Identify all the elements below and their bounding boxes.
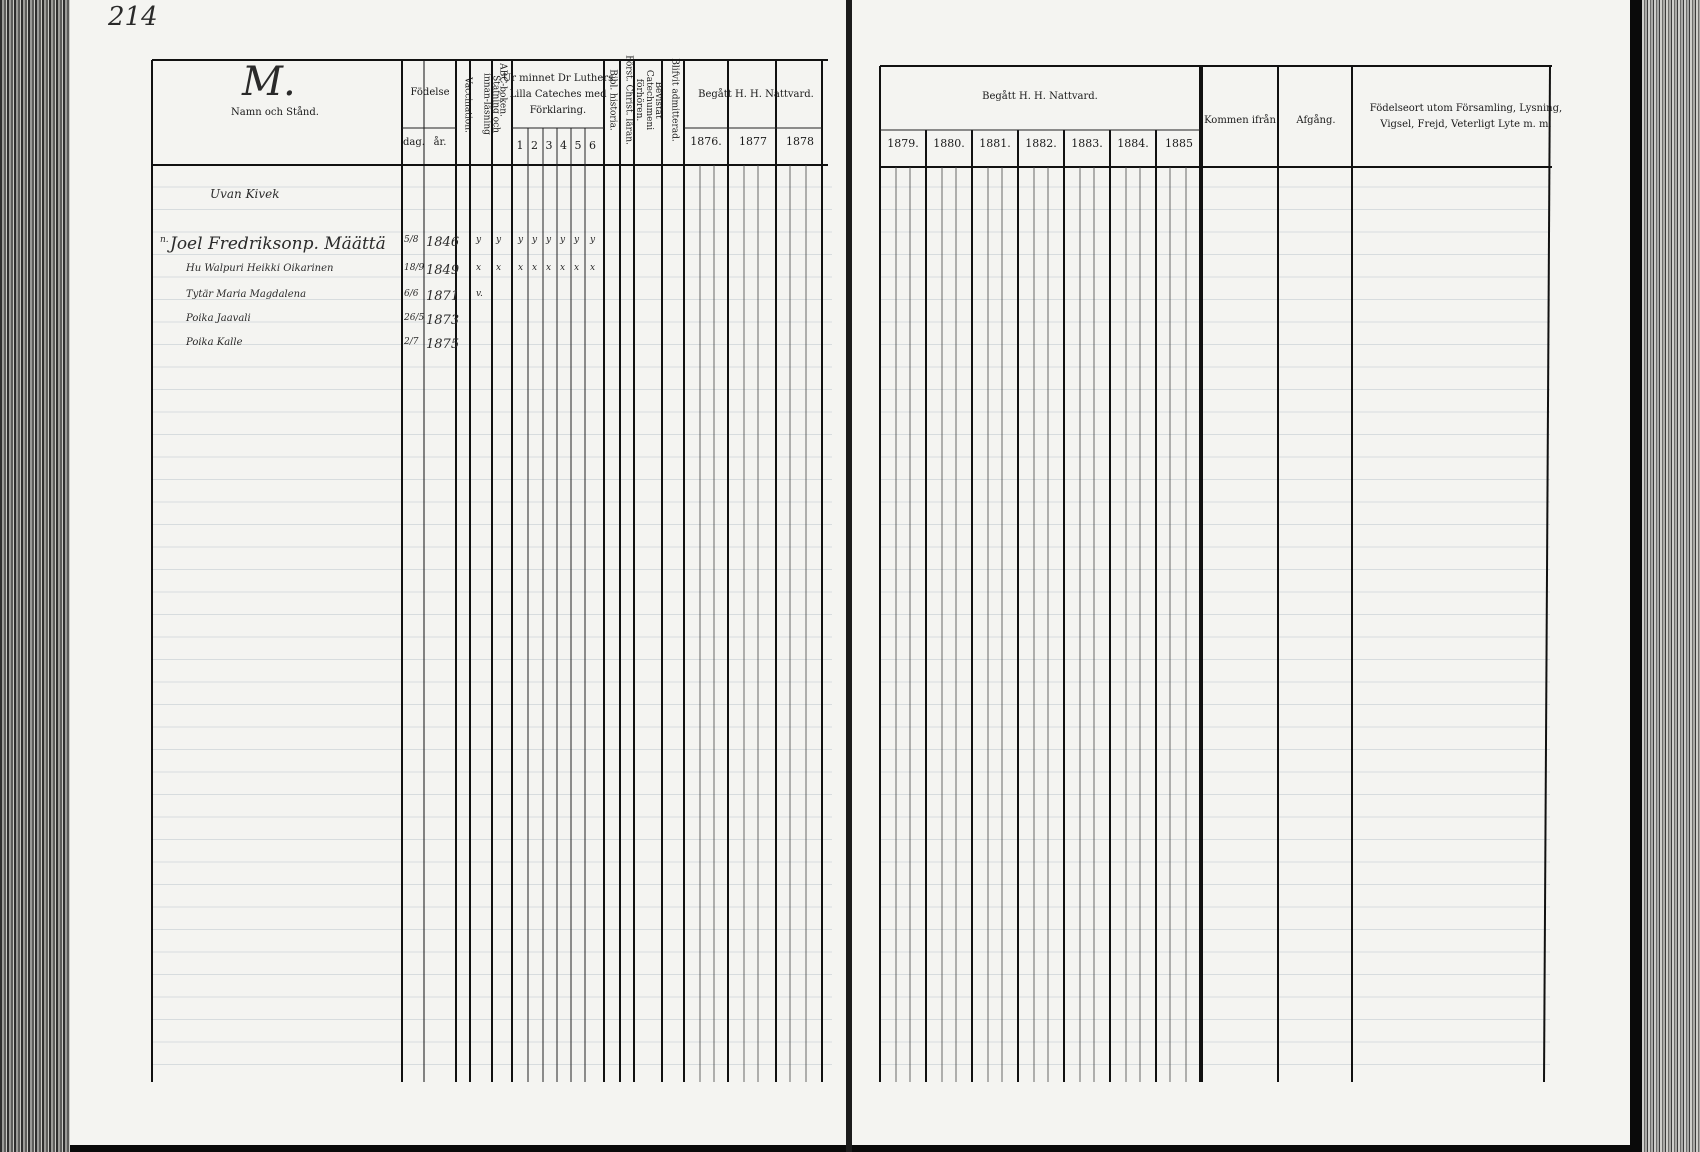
communion-year-right-1: 1880.	[933, 137, 965, 150]
catechism-number-4: 5	[574, 139, 582, 152]
communion-year-right-5: 1884.	[1117, 137, 1149, 150]
birth-day-header: dag.	[403, 137, 425, 148]
communion-year-right-4: 1883.	[1071, 137, 1103, 150]
entry-mark: y	[560, 235, 566, 245]
communion-header-right: Begått H. H. Nattvard.	[982, 91, 1098, 102]
reading-header: Stafning och innan-läsning	[481, 73, 501, 135]
entry-mark: x	[532, 263, 538, 273]
entry-birth-day: 2/7	[404, 337, 419, 347]
came-from-header: Kommen ifrån	[1204, 115, 1276, 126]
birth-year-header: år.	[433, 137, 447, 148]
entry-name: Hu Walpuri Heikki Oikarinen	[186, 263, 334, 274]
communion-year-right-3: 1882.	[1025, 137, 1057, 150]
entry-mark: y	[476, 235, 482, 245]
entry-mark: x	[590, 263, 596, 273]
entry-mark: x	[518, 263, 524, 273]
entry-mark: x	[574, 263, 580, 273]
entry-mark: x	[496, 263, 502, 273]
entry-name: Poika Jaavali	[186, 313, 251, 324]
communion-year-right-0: 1879.	[887, 137, 919, 150]
entry-name: Joel Fredriksonp. Määttä	[170, 234, 386, 254]
birth-header: Födelse	[410, 87, 450, 98]
communion-header-left: Begått H. H. Nattvard.	[698, 89, 814, 100]
entry-mark: x	[546, 263, 552, 273]
entry-birth-day: 5/8	[404, 235, 419, 245]
register-letter: M.	[242, 59, 296, 105]
entry-birth-year: 1875	[426, 337, 460, 352]
entry-birth-day: 18/9	[404, 263, 425, 273]
entry-birth-year: 1849	[426, 263, 460, 278]
entry-mark: y	[590, 235, 596, 245]
page-number: 214	[108, 2, 158, 32]
communion-year-right-6: 1885	[1165, 137, 1193, 150]
entry-birth-day: 6/6	[404, 289, 419, 299]
entry-mark: y	[546, 235, 552, 245]
remarks-header-line1: Födelseort utom Församling, Lysning,	[1369, 103, 1563, 114]
entry-mark: y	[496, 235, 502, 245]
catechism-number-2: 3	[545, 139, 553, 152]
entry-name: Tytär Maria Magdalena	[186, 289, 307, 300]
entry-mark: y	[518, 235, 524, 245]
entry-birth-year: 1873	[426, 313, 460, 328]
catechism-header-line1: Ur minnet Dr Luthers	[502, 73, 614, 84]
entry-mark: y	[532, 235, 538, 245]
entry-mark: x	[476, 263, 482, 273]
catechism-header-line3: Förklaring.	[529, 105, 587, 116]
entry-birth-day: 26/5	[404, 313, 425, 323]
entry-mark: v.	[476, 289, 483, 299]
communion-year-left-1: 1877	[739, 135, 767, 148]
catechism-number-1: 2	[531, 139, 538, 152]
entry-name: Poika Kalle	[186, 337, 243, 348]
abc-header: ABC-boken.	[497, 63, 508, 117]
vaccination-header: Vaccination.	[462, 77, 473, 133]
bible-history-header: Bibl. historia.	[607, 69, 618, 131]
remarks-header-line2: Vigsel, Frejd, Veterligt Lyte m. m.	[1380, 119, 1552, 130]
entry-birth-year: 1871	[426, 289, 460, 304]
catechism-number-5: 6	[589, 139, 596, 152]
household-title: Uvan Kivek	[210, 187, 280, 201]
catechism-header-line2: Lilla Cateches med	[509, 89, 607, 100]
departure-header: Afgång.	[1296, 115, 1336, 126]
christianity-header: Först. Christ. läran.	[623, 55, 634, 145]
catechumen-header: Bevistat Catechumeni förhören.	[634, 69, 664, 131]
entry-mark: y	[574, 235, 580, 245]
catechism-number-3: 4	[560, 139, 567, 152]
communion-year-right-2: 1881.	[979, 137, 1011, 150]
catechism-number-0: 1	[516, 139, 524, 152]
name-column-header: Namn och Stånd.	[231, 107, 319, 118]
entry-prefix: n.	[160, 235, 169, 245]
admitted-header: Blifvit admitterad.	[669, 58, 680, 142]
communion-year-left-0: 1876.	[690, 135, 722, 148]
communion-year-left-2: 1878	[786, 135, 814, 148]
entry-birth-year: 1846	[426, 235, 460, 250]
entry-mark: x	[560, 263, 566, 273]
